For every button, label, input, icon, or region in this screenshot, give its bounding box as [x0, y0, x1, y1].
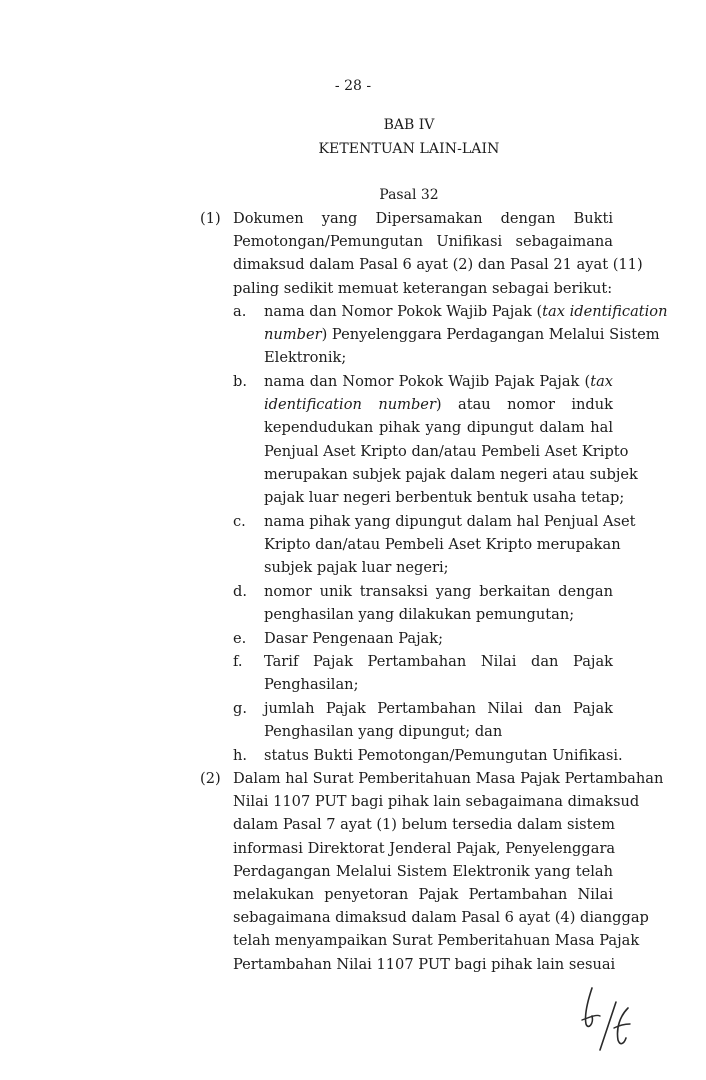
text-line: Penjual Aset Kripto dan/atau Pembeli Aset Kripto [264, 442, 629, 460]
paragraph-number: (2) [200, 770, 221, 787]
item-label: f. [233, 653, 243, 670]
chapter-heading: BAB IV [383, 117, 435, 133]
text-line: number) Penyelenggara Perdagangan Melalui Sistem [264, 326, 660, 344]
text-line: Dokumen yang Dipersamakan dengan Bukti [233, 210, 613, 227]
paragraph-body [233, 207, 643, 300]
text-line: Kripto dan/atau Pembeli Aset Kripto merupakan [264, 536, 621, 554]
item-label: c. [233, 513, 246, 530]
text-line: sebagaimana dimaksud dalam Pasal 6 ayat (4) dianggap [233, 909, 649, 927]
text-line: dimaksud dalam Pasal 6 ayat (2) dan Pasal 21 ayat (11) [233, 256, 643, 274]
item-body [264, 300, 668, 370]
text-line: dalam Pasal 7 ayat (1) belum tersedia dalam sistem [233, 816, 615, 834]
text-line: Penghasilan yang dipungut; dan [264, 723, 503, 741]
text-line: nomor unik transaksi yang berkaitan dengan [264, 583, 613, 600]
item-label: d. [233, 583, 247, 600]
page-number: - 28 - [334, 78, 372, 94]
text-line: Pemotongan/Pemungutan Unifikasi sebagaimana [233, 233, 613, 251]
text-line: kependudukan pihak yang dipungut dalam hal [264, 419, 613, 437]
text-line: melakukan penyetoran Pajak Pertambahan Nilai [233, 885, 613, 903]
item-label: a. [233, 303, 247, 320]
item-label: e. [233, 630, 247, 647]
text-line: identification number) atau nomor induk [264, 396, 613, 414]
item-label: b. [233, 373, 247, 390]
text-line: jumlah Pajak Pertambahan Nilai dan Pajak [264, 700, 613, 717]
text-line: nama dan Nomor Pokok Wajib Pajak Pajak (tax [264, 373, 613, 390]
handwritten-initials [570, 980, 650, 1060]
text-line: Perdagangan Melalui Sistem Elektronik yang telah [233, 862, 613, 880]
text-line: nama pihak yang dipungut dalam hal Penjual Aset [264, 513, 636, 530]
text-line: Dasar Pengenaan Pajak; [264, 630, 444, 647]
text-line: Nilai 1107 PUT bagi pihak lain sebagaimana dimaksud [233, 793, 640, 811]
item-body [264, 744, 623, 767]
text-line: Elektronik; [264, 349, 347, 367]
item-body [264, 580, 613, 626]
item-body [264, 510, 636, 580]
text-line: informasi Direktorat Jenderal Pajak, Penyelenggara [233, 839, 616, 857]
item-body [264, 627, 613, 650]
text-line: status Bukti Pemotongan/Pemungutan Unifikasi. [264, 747, 623, 764]
text-line: nama dan Nomor Pokok Wajib Pajak (tax identification [264, 303, 668, 320]
text-line: Dalam hal Surat Pemberitahuan Masa Pajak Pertambahan [233, 770, 664, 787]
article-heading: Pasal 32 [379, 187, 439, 203]
item-label: g. [233, 700, 247, 717]
item-body [264, 370, 638, 509]
text-line: pajak luar negeri berbentuk bentuk usaha tetap; [264, 488, 625, 506]
text-line: penghasilan yang dilakukan pemungutan; [264, 606, 575, 624]
text-line: Pertambahan Nilai 1107 PUT bagi pihak lain sesuai [233, 955, 616, 973]
paragraph-body [233, 767, 664, 976]
paragraph-number: (1) [200, 210, 221, 227]
item-label: h. [233, 747, 248, 764]
text-line: subjek pajak luar negeri; [264, 559, 449, 577]
text-line: paling sedikit memuat keterangan sebagai berikut: [233, 279, 613, 297]
item-body [264, 650, 613, 696]
text-line: Penghasilan; [264, 676, 359, 694]
text-line: Tarif Pajak Pertambahan Nilai dan Pajak [264, 653, 613, 670]
item-body [264, 697, 613, 743]
text-line: telah menyampaikan Surat Pemberitahuan Masa Pajak [233, 932, 640, 950]
text-line: merupakan subjek pajak dalam negeri atau subjek [264, 465, 638, 483]
chapter-title: KETENTUAN LAIN-LAIN [318, 141, 500, 157]
